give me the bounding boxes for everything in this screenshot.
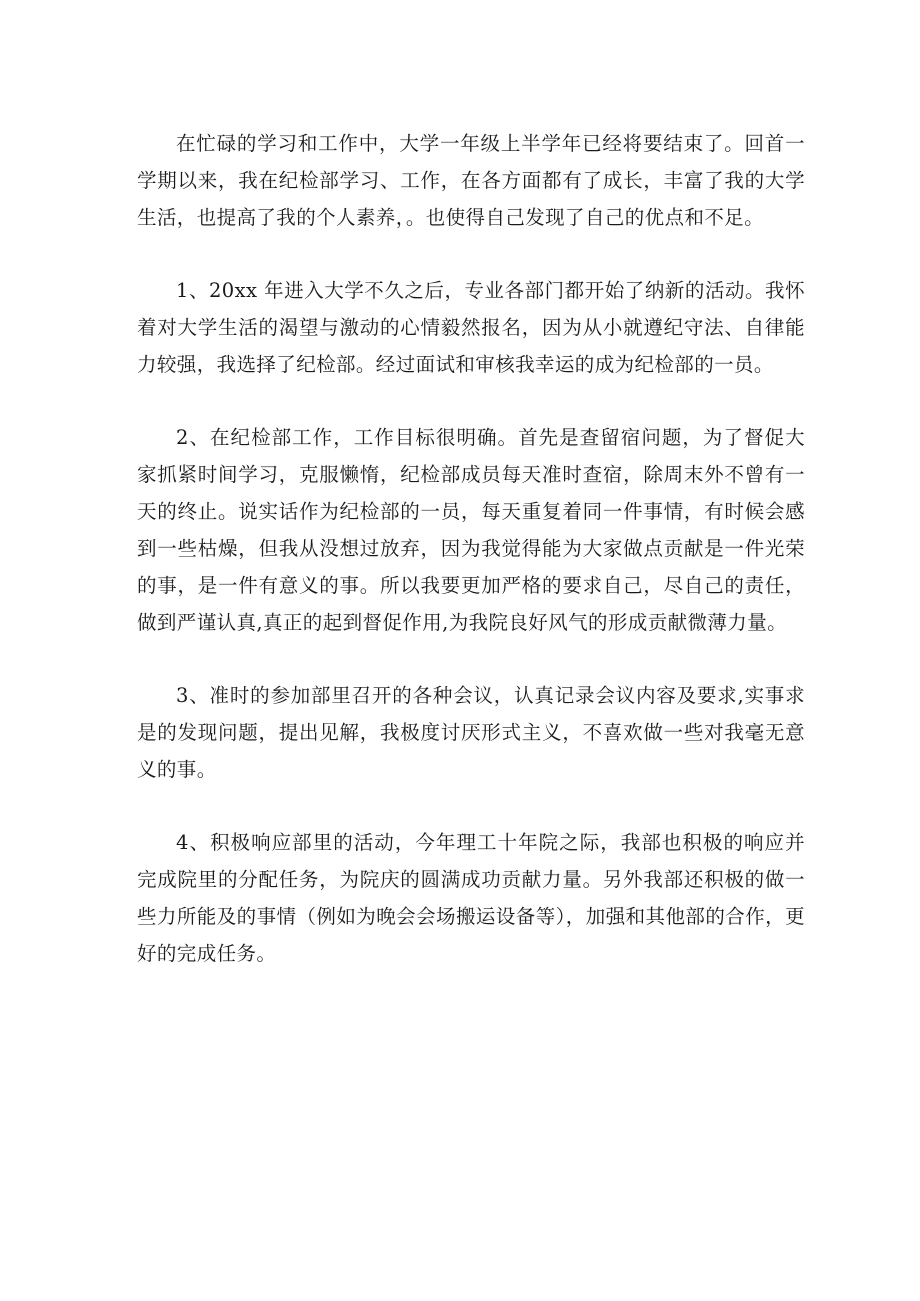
- paragraph-item-3: 3、准时的参加部里召开的各种会议，认真记录会议内容及要求,实事求是的发现问题，提出见解，我极度讨厌形式主义，不喜欢做一些对我毫无意义的事。: [137, 684, 805, 781]
- paragraph-spacer: [137, 383, 805, 419]
- paragraph-spacer: [137, 236, 805, 272]
- paragraph-spacer: [137, 641, 805, 677]
- paragraph-intro: 在忙碌的学习和工作中，大学一年级上半学年已经将要结束了。回首一学期以来，我在纪检部学习、工作，在各方面都有了成长，丰富了我的大学生活，也提高了我的个人素养，。也使得自己发现了自己的优点和不足。: [137, 132, 805, 229]
- paragraph-item-1: 1、20xx 年进入大学不久之后，专业各部门都开始了纳新的活动。我怀着对大学生活的渴望与激动的心情毅然报名，因为从小就遵纪守法、自律能力较强，我选择了纪检部。经过面试和审核我幸运的成为纪检部的一员。: [137, 279, 805, 376]
- paragraph-item-2: 2、在纪检部工作，工作目标很明确。首先是查留宿问题，为了督促大家抓紧时间学习，克服懒惰，纪检部成员每天准时查宿，除周末外不曾有一天的终止。说实话作为纪检部的一员，每天重复着同一件事情，有时候会感到一些枯燥，但我从没想过放弃，因为我觉得能为大家做点贡献是一件光荣的事，是一件有意义的事。所以我要更加严格的要求自己，尽自己的责任，做到严谨认真,真正的起到督促作用,为我院良好风气的形成贡献微薄力量。: [137, 426, 805, 634]
- paragraph-spacer: [137, 788, 805, 824]
- document-body: [137, 125, 805, 972]
- paragraph-item-4: 4、积极响应部里的活动，今年理工十年院之际，我部也积极的响应并完成院里的分配任务，为院庆的圆满成功贡献力量。另外我部还积极的做一些力所能及的事情（例如为晚会会场搬运设备等），加强和其他部的合作，更好的完成任务。: [137, 831, 805, 965]
